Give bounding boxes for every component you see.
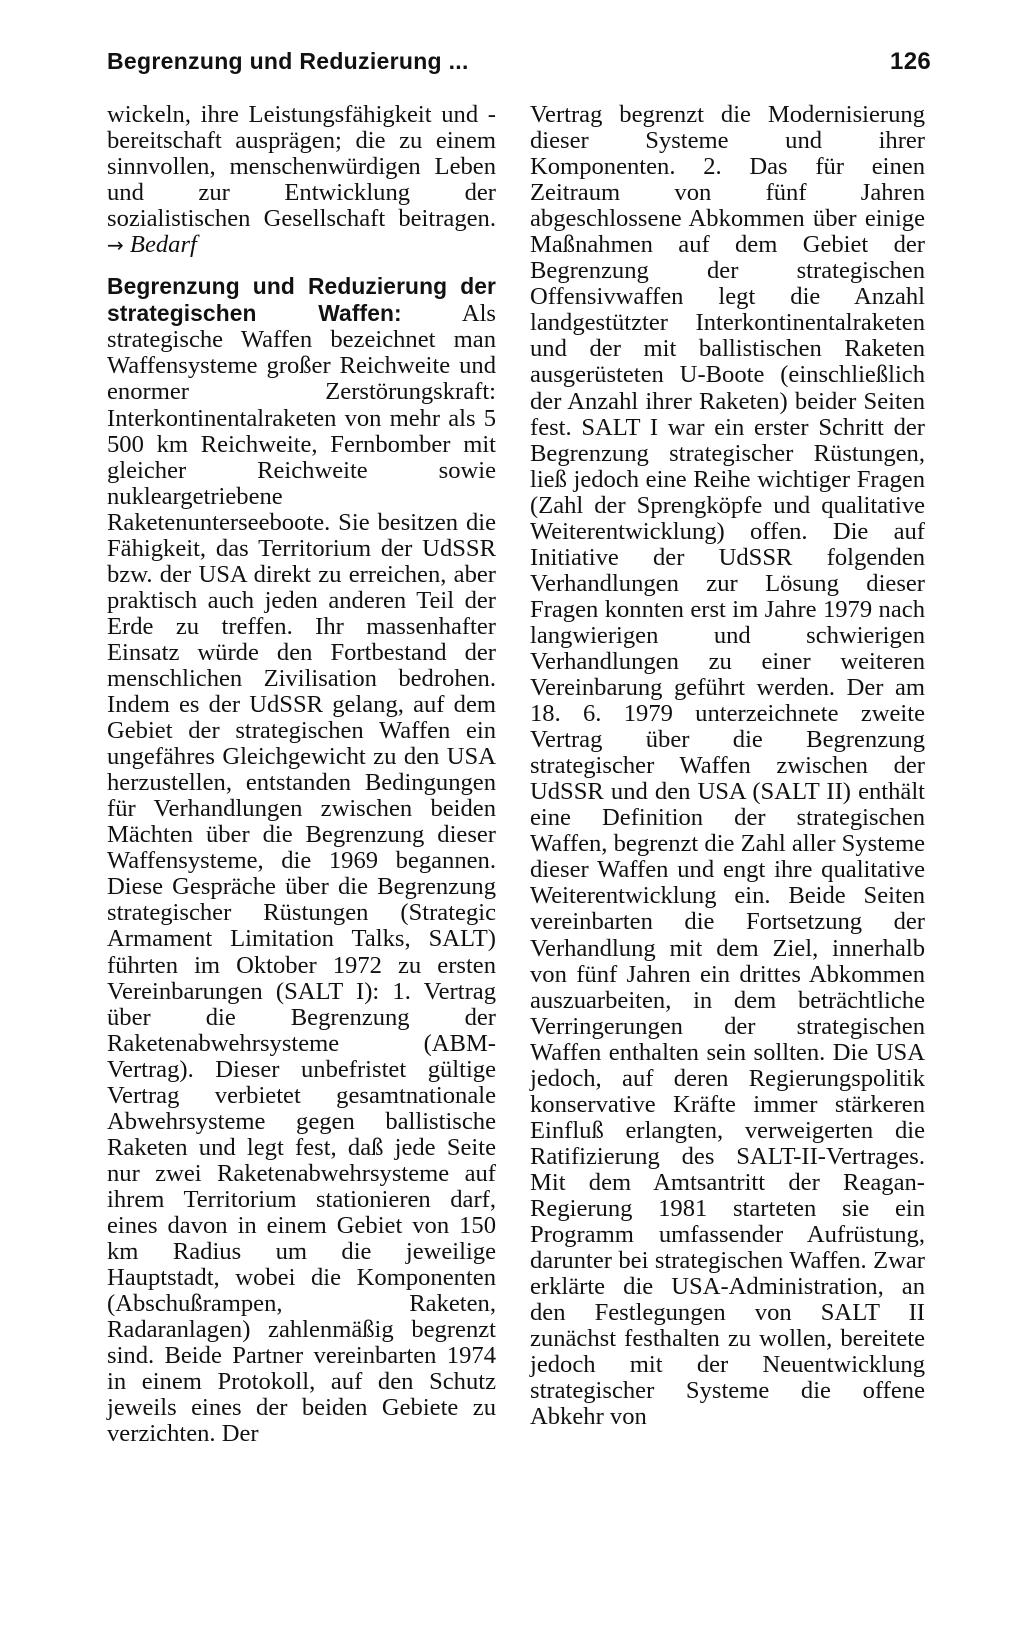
right-column-text: Vertrag begrenzt die Modernisierung dieser Systeme und ihrer Komponenten. 2. Das für einen Zeitraum von fünf Jahren abgeschlossene Abkommen über einige Maßnahmen auf dem Gebiet der Begrenzung der strategischen Offensivwaffen legt die Anzahl landgestützter Interkontinentalraketen und der mit ballistischen Raketen ausgerüsteten U-Boote (einschließlich der Anzahl ihrer Raketen) beider Seiten fest. SALT I war ein erster Schritt der Begrenzung strategischer Rüstungen, ließ jedoch eine Reihe wichtiger Fragen (Zahl der Sprengköpfe und qualitative Weiterentwicklung) offen. Die auf Initiative der UdSSR folgenden Verhandlungen zur Lösung dieser Fragen konnten erst im Jahre 1979 nach langwierigen und schwierigen Verhandlungen zu einer weiteren Vereinbarung geführt werden. Der am 18. 6. 1979 unterzeichnete zweite Vertrag über die Begrenzung strategischer Waffen zwischen der UdSSR und den USA (SALT II) enthält eine Definition der strategischen Waffen, begrenzt die Zahl aller Systeme dieser Waffen und engt ihre qualitative Weiterentwicklung ein. Beide Seiten vereinbarten die Fortsetzung der Verhandlung mit dem Ziel, innerhalb von fünf Jahren ein drittes Abkommen auszuarbeiten, in dem beträchtliche Verringerungen der strategischen Waffen enthalten sein sollten. Die USA jedoch, auf deren Regierungspolitik konservative Kräfte immer stärkeren Einfluß erlangten, verweigerten die Ratifizierung des SALT-II-Vertrages. Mit dem Amtsantritt der Reagan-Regierung 1981 starteten sie ein Programm umfassender Aufrüstung, darunter bei strategischen Waffen. Zwar erklärte die USA-Administration, an den Festlegungen von SALT II zunächst festhalten zu wollen, bereitete jedoch mit der Neuentwicklung strategischer Systeme die offene Abkehr von bbox=[530, 101, 926, 1431]
running-head bbox=[107, 48, 931, 84]
entry-paragraph bbox=[107, 273, 496, 1447]
entry-text: Als strategische Waffen bezeichnet man Waffensysteme großer Reichweite und enormer Zerstörungskraft: Interkontinentalraketen von mehr als 5 500 km Reichweite, Fernbomber mit gleicher Reichweite sowie nukleargetriebene Raketenunterseeboote. Sie besitzen die Fähigkeit, das Territorium der UdSSR bzw. der USA direkt zu erreichen, aber praktisch auch jeden anderen Teil der Erde zu treffen. Ihr massenhafter Einsatz würde den Fortbestand der menschlichen Zivilisation bedrohen. Indem es der UdSSR gelang, auf dem Gebiet der strategischen Waffen ein ungefähres Gleichgewicht zu den USA herzustellen, entstanden Bedingungen für Verhandlungen zwischen beiden Mächten über die Begrenzung dieser Waffensysteme, die 1969 begannen. Diese Gespräche über die Begrenzung strategischer Rüstungen (Strategic Armament Limitation Talks, SALT) führten im Oktober 1972 zu ersten Vereinbarungen (SALT I): 1. Vertrag über die Begrenzung der Raketenabwehrsysteme (ABM-Vertrag). Dieser unbefristet gültige Vertrag verbietet gesamtnationale Abwehrsysteme gegen ballistische Raketen und legt fest, daß jede Seite nur zwei Raketenabwehrsysteme auf ihrem Territorium stationieren darf, eines davon in einem Gebiet von 150 km Radius um die jeweilige Hauptstadt, wobei die Komponenten (Abschußrampen, Raketen, Radaranlagen) zahlenmäßig begrenzt sind. Beide Partner vereinbarten 1974 in einem Protokoll, auf den Schutz jeweils eines der beiden Gebiete zu verzichten. Der bbox=[107, 300, 496, 1448]
crossref-arrow-icon: → bbox=[107, 233, 124, 258]
crossref-link[interactable]: Bedarf bbox=[129, 231, 197, 259]
right-column-paragraph bbox=[530, 102, 925, 1430]
entry-headword: Begrenzung und Reduzierung der strategischen Waffen: bbox=[107, 273, 496, 327]
running-title: Begrenzung und Reduzierung ... bbox=[107, 48, 469, 74]
continuation-text: wickeln, ihre Leistungsfähigkeit und -bereitschaft ausprägen; die zu einem sinnvollen, menschenwürdigen Leben und zur Entwicklung der sozialistischen Gesellschaft beitragen. bbox=[107, 101, 496, 233]
right-column bbox=[530, 102, 925, 1430]
page-number: 126 bbox=[890, 48, 931, 75]
left-column bbox=[107, 102, 496, 1447]
continuation-paragraph bbox=[107, 102, 496, 258]
